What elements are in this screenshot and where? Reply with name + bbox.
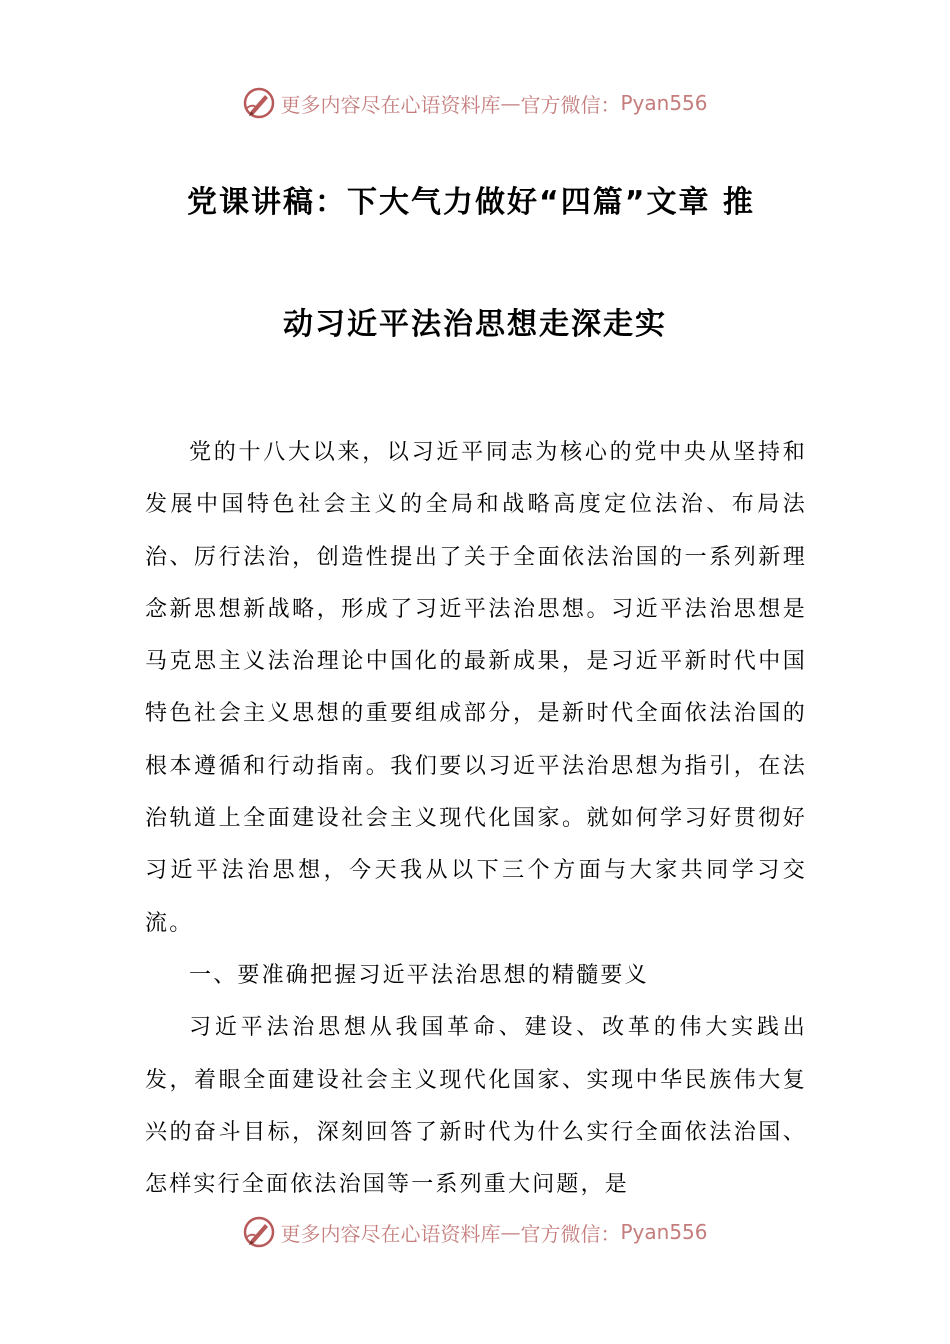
section-heading-1: 一、要准确把握习近平法治思想的精髓要义 bbox=[189, 962, 649, 988]
pen-logo-icon bbox=[242, 86, 276, 120]
body-paragraph-2: 习近平法治思想从我国革命、建设、改革的伟大实践出发，着眼全面建设社会主义现代化国家、实现中华民族伟大复兴的奋斗目标，深刻回答了新时代为什么实行全面依法治国、怎样实行全面依法治国等一系列重大问题，是 bbox=[145, 1015, 807, 1198]
pen-logo-icon bbox=[242, 1215, 276, 1249]
watermark-label: 官方微信： bbox=[520, 92, 621, 117]
watermark-dash: — bbox=[500, 91, 521, 115]
footer-watermark bbox=[0, 1212, 950, 1252]
watermark-dash: — bbox=[500, 1220, 521, 1244]
header-watermark bbox=[0, 83, 950, 123]
document-title-line-2: 动习近平法治思想走深走实 bbox=[283, 307, 667, 342]
body-paragraph-1: 党的十八大以来，以习近平同志为核心的党中央从坚持和发展中国特色社会主义的全局和战略高度定位法治、布局法治、厉行法治，创造性提出了关于全面依法治国的一系列新理念新思想新战略，形成了习近平法治思想。习近平法治思想是马克思主义法治理论中国化的最新成果，是习近平新时代中国特色社会主义思想的重要组成部分，是新时代全面依法治国的根本遵循和行动指南。我们要以习近平法治思想为指引，在法治轨道上全面建设社会主义现代化国家。就如何学习好贯彻好习近平法治思想，今天我从以下三个方面与大家共同学习交流。 bbox=[145, 440, 807, 936]
watermark-text: 更多内容尽在心语资料库 bbox=[280, 92, 501, 117]
watermark-id: Pyan556 bbox=[620, 91, 708, 115]
document-body bbox=[145, 427, 807, 1211]
watermark-label: 官方微信： bbox=[520, 1221, 621, 1246]
document-title-line-1: 党课讲稿：下大气力做好“四篇”文章 推 bbox=[187, 185, 755, 220]
watermark-text: 更多内容尽在心语资料库 bbox=[280, 1221, 501, 1246]
watermark-id: Pyan556 bbox=[620, 1220, 708, 1244]
